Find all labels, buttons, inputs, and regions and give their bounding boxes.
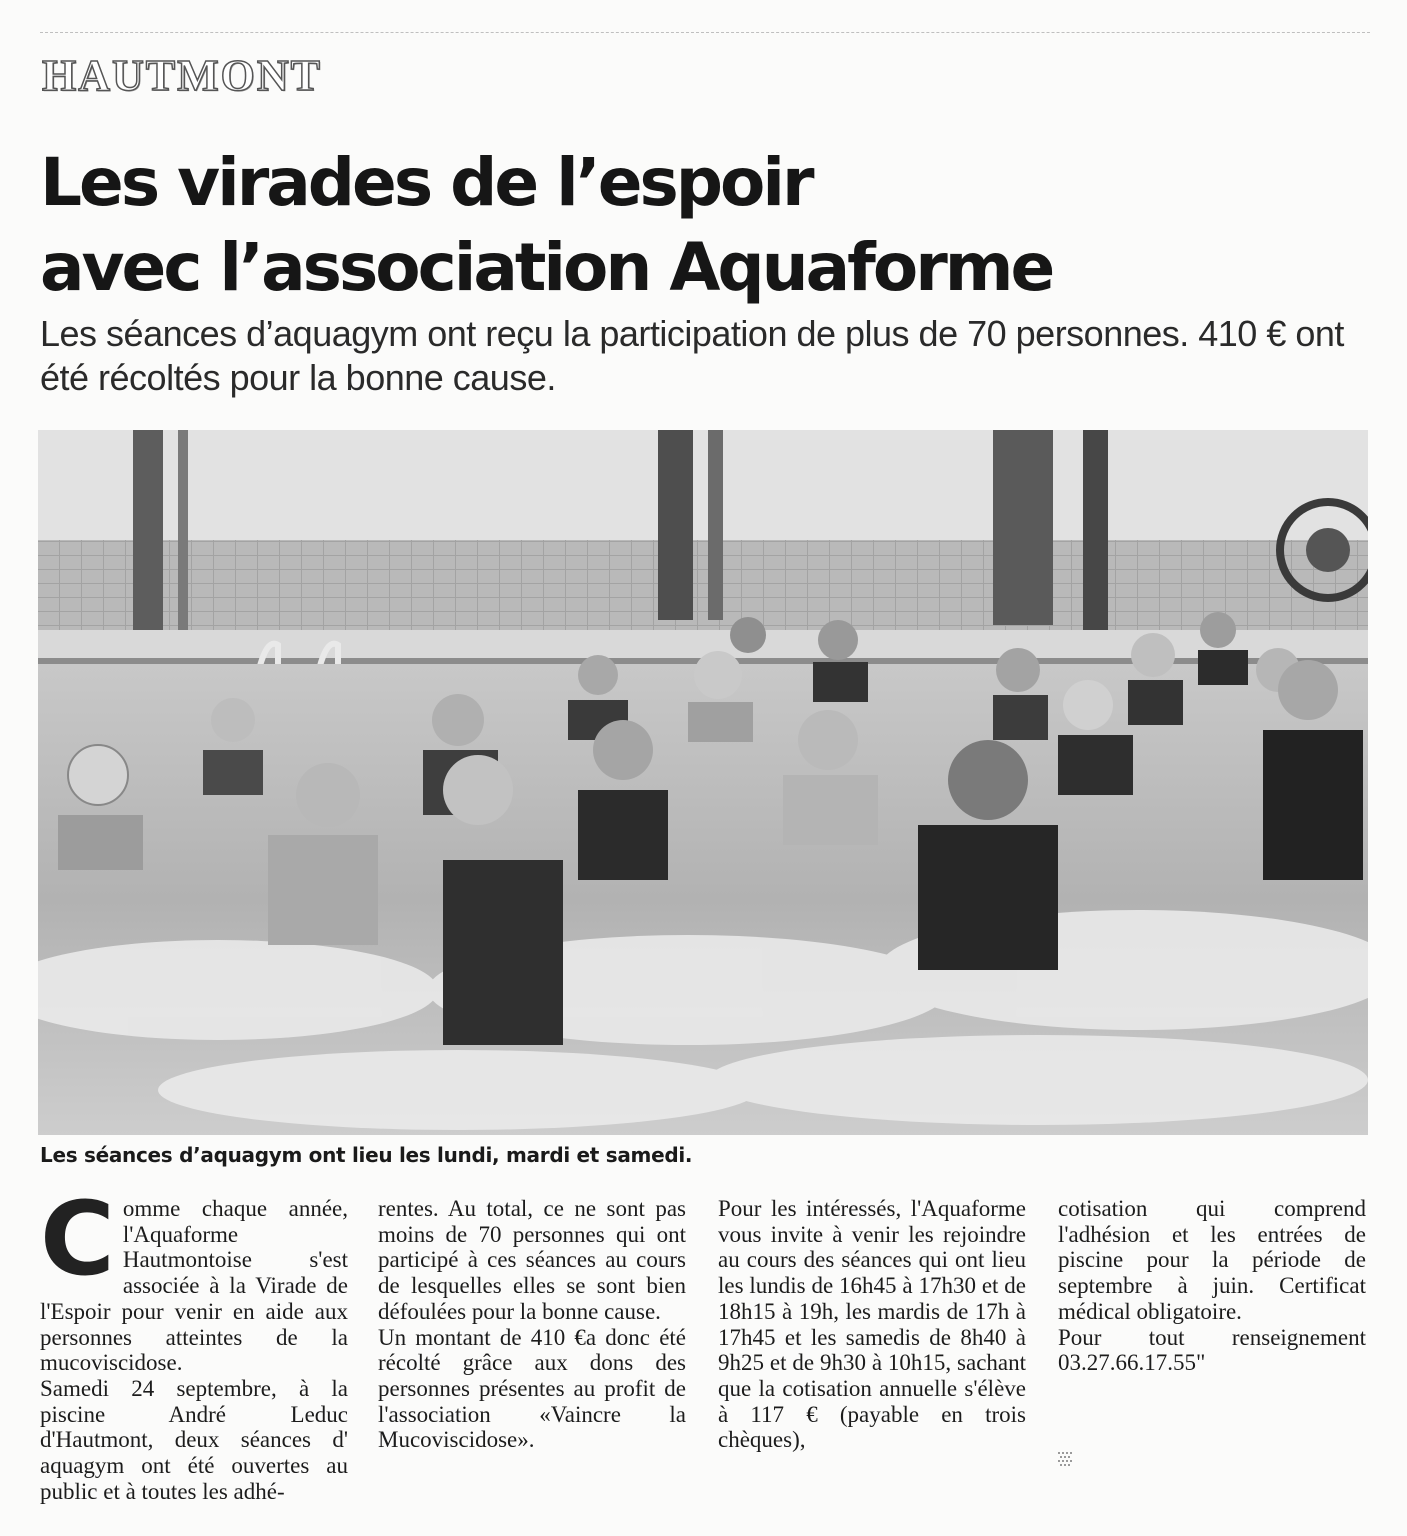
standfirst: Les séances d’aquagym ont reçu la participation de plus de 70 personnes. 410 € ont été récoltés pour la bonne cause. [40, 313, 1344, 398]
end-of-article-mark [1058, 1452, 1072, 1466]
col1-paragraph-1: omme chaque année, l'Aquaforme Hautmontoise s'est associée à la Virade de l'Espoir pour venir en aide aux personnes atteintes de la mucoviscidose. [40, 1196, 348, 1376]
photo-caption: Les séances d’aquagym ont lieu les lundi, mardi et samedi. [40, 1143, 693, 1167]
col4-paragraph-1: cotisation qui comprend l'adhésion et les entrées de piscine pour la période de septembre à juin. Certificat médical obligatoire. [1058, 1196, 1366, 1324]
col3-paragraph-1: Pour les intéressés, l'Aquaforme vous invite à venir les rejoindre au cours des séances qui ont lieu les lundis de 16h45 à 17h30 et de 18h15 à 19h, les mardis de 17h à 17h45 et les samedis de 8h40 à 9h25 et de 9h30 à 10h15, sachant que la cotisation annuelle s'élève à 117 € (payable en trois chèques), [718, 1196, 1026, 1453]
section-rubric: HAUTMONT [42, 51, 322, 100]
drop-cap: C [40, 1180, 115, 1299]
article-column-1 [40, 1180, 348, 1504]
article-column-2 [378, 1196, 686, 1453]
col2-paragraph-2: Un montant de 410 €a donc été récolté grâce aux dons des personnes présentes au profit de l'association «Vaincre la Mucoviscidose». [378, 1324, 686, 1453]
col4-paragraph-2: Pour tout renseignement 03.27.66.17.55" [1058, 1324, 1366, 1376]
article-column-4 [1058, 1196, 1366, 1376]
headline-line-1: Les virades de l’espoir [40, 144, 812, 221]
col1-paragraph-2: Samedi 24 septembre, à la piscine André Leduc d'Hautmont, deux séances d' aquagym ont été ouvertes au public et à toutes les adhé- [40, 1375, 348, 1504]
article-column-3 [718, 1196, 1026, 1453]
headline-line-2: avec l’association Aquaforme [40, 229, 1053, 306]
headline [40, 140, 1340, 310]
top-rule [40, 32, 1370, 33]
article-photo [38, 430, 1368, 1135]
col2-paragraph-1: rentes. Au total, ce ne sont pas moins de 70 personnes qui ont participé à ces séances au cours de lesquelles elles se sont bien défoulées pour la bonne cause. [378, 1196, 686, 1324]
